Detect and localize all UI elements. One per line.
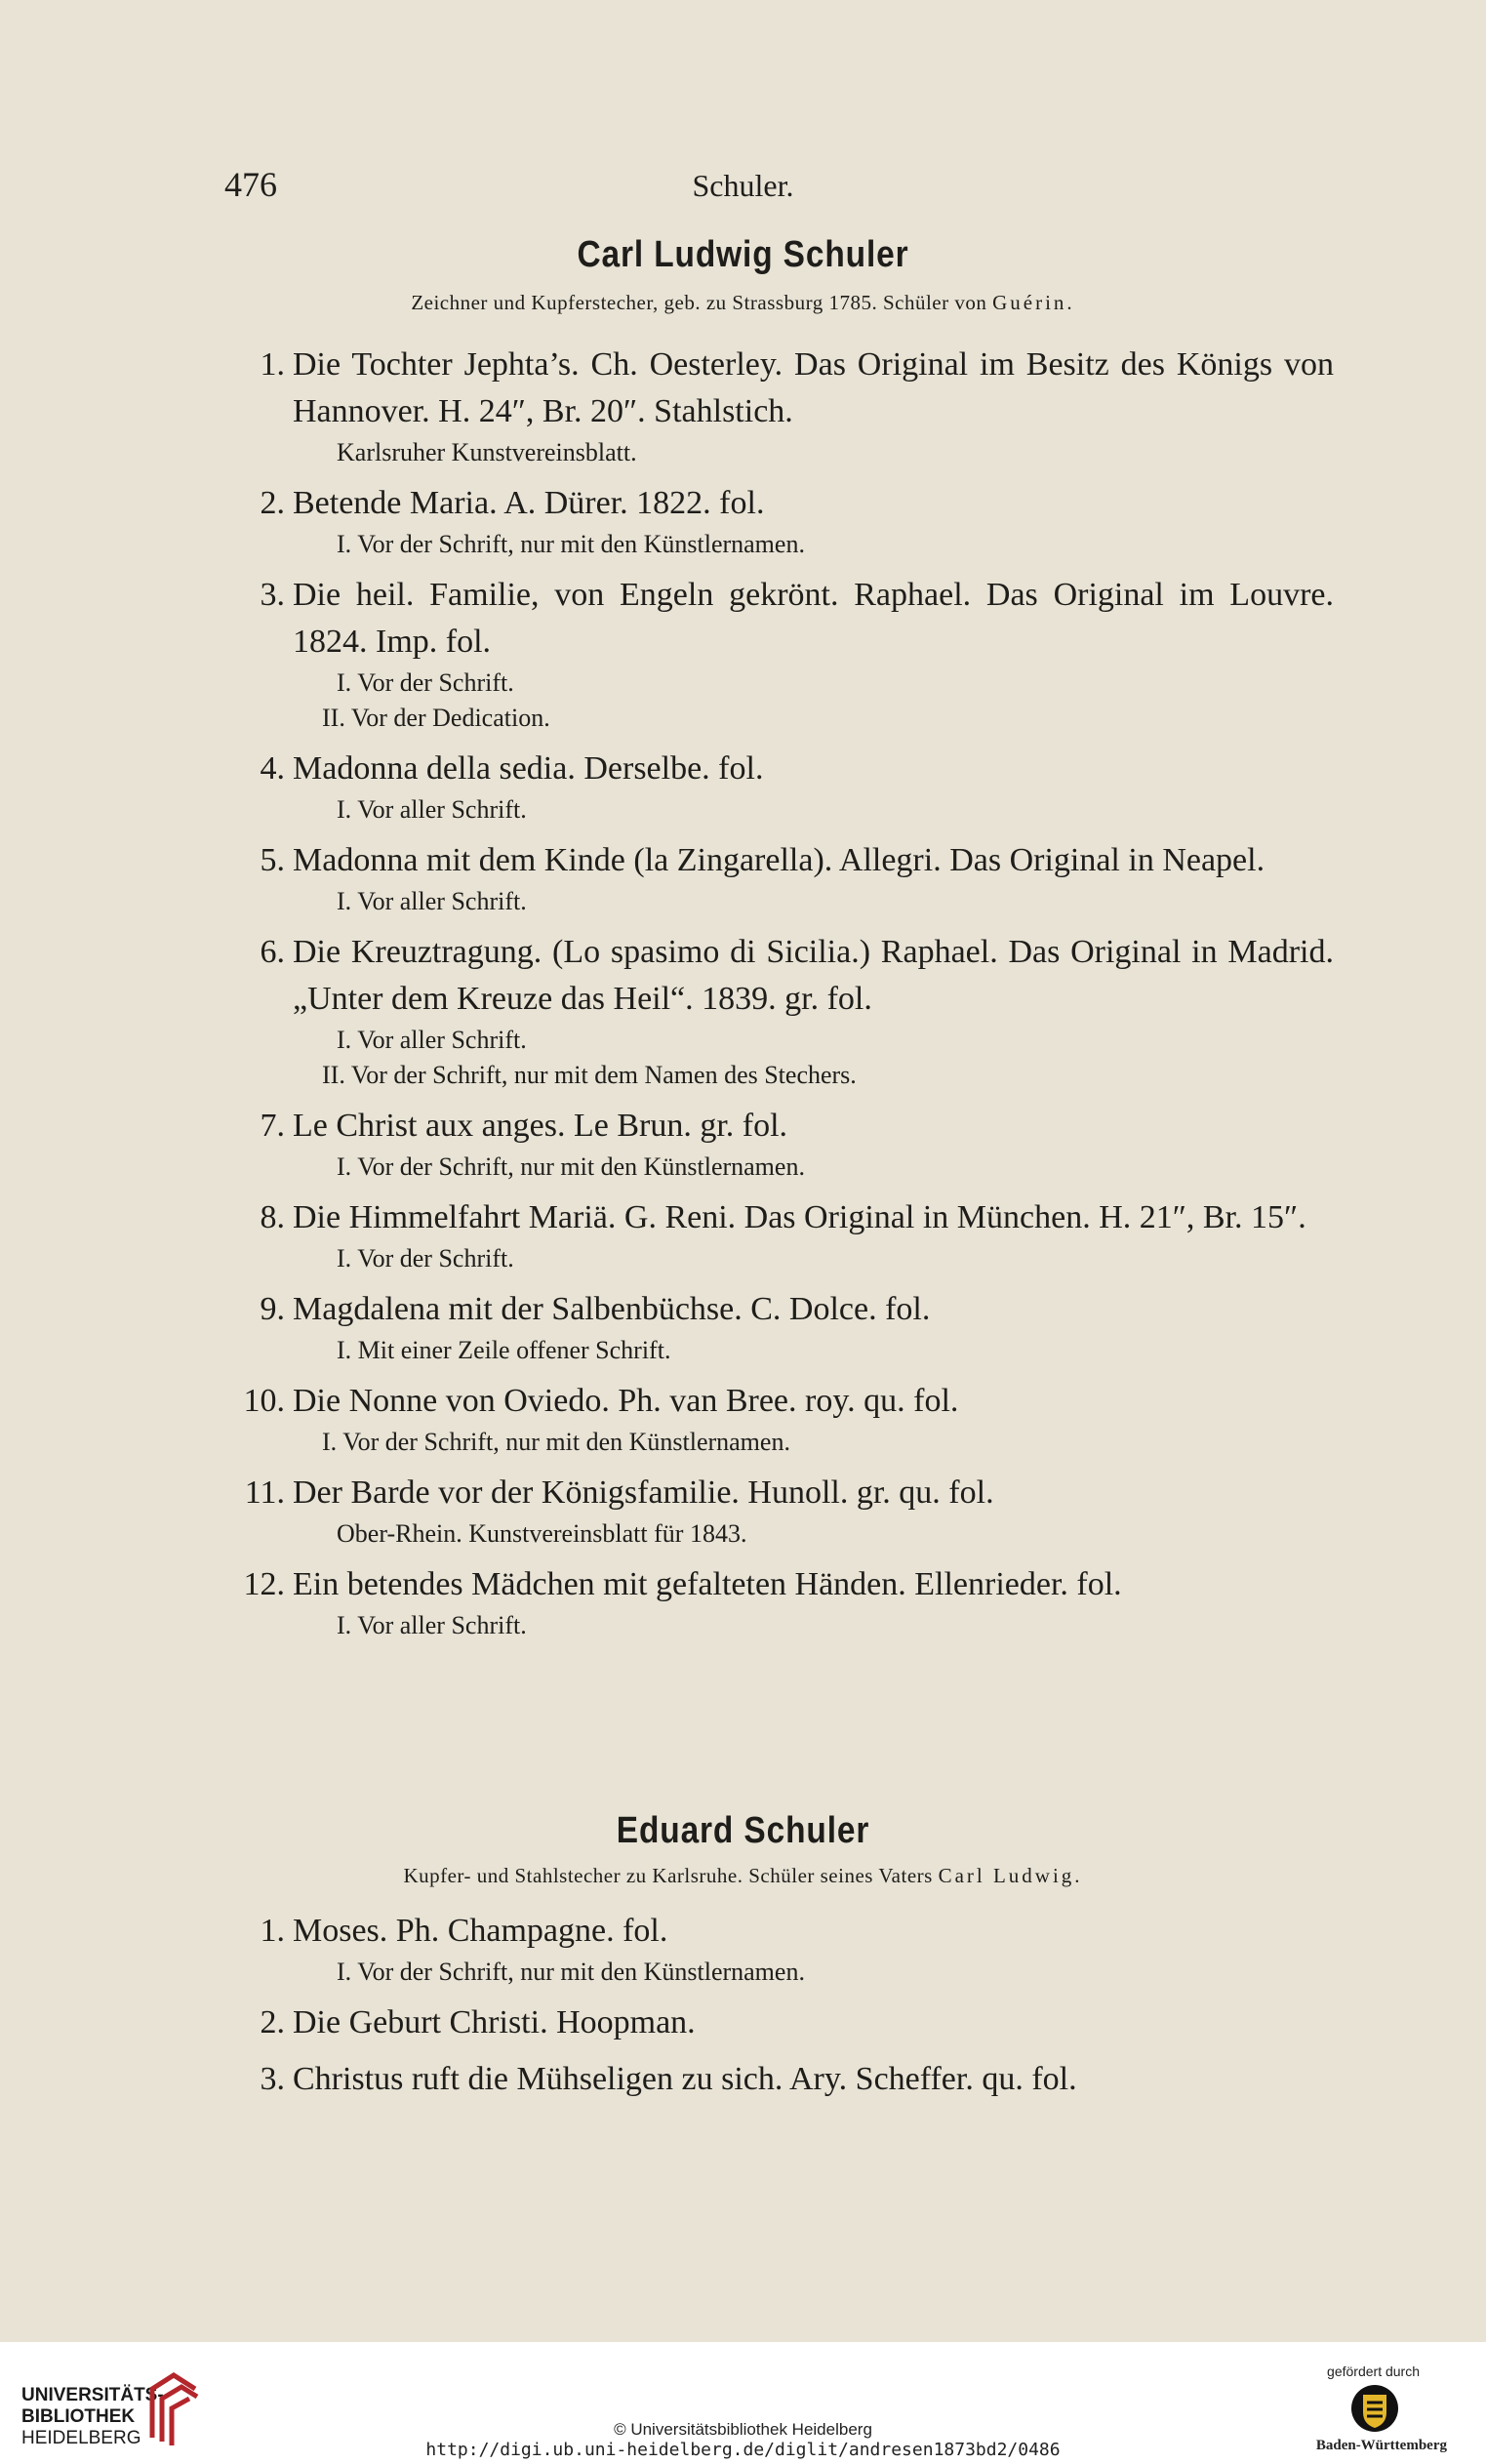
entry-number: 4.: [260, 750, 285, 787]
entry-note: I. Vor der Schrift.: [337, 668, 514, 697]
entry-text: Magdalena mit der Salbenbüchse. C. Dolce. fol.: [293, 1291, 931, 1327]
baden-wuerttemberg-crest-icon: [1349, 2383, 1400, 2434]
teacher-name: Carl Ludwig.: [938, 1864, 1083, 1887]
entry-text: Le Christ aux anges. Le Brun. gr. fol.: [293, 1108, 788, 1144]
catalogue-entry: [0, 1470, 1486, 1552]
catalogue-entry: [0, 929, 1486, 1093]
catalogue-entry: [0, 837, 1486, 919]
catalogue-entry: [0, 1999, 1486, 2046]
page-number: 476: [224, 165, 277, 204]
entry-note: I. Vor aller Schrift.: [337, 795, 527, 824]
catalogue-entry: [0, 1103, 1486, 1185]
entry-note: I. Vor aller Schrift.: [337, 1026, 527, 1054]
footer-bar: [0, 2342, 1486, 2464]
entry-text: Die heil. Familie, von Engeln gekrönt. Raphael. Das Original im Louvre. 1824. Imp. fol.: [293, 577, 1334, 660]
entry-text: Ein betendes Mädchen mit gefalteten Händen. Ellenrieder. fol.: [293, 1566, 1122, 1602]
entry-number: 2.: [260, 485, 285, 521]
entry-note: I. Vor der Schrift, nur mit den Künstlernamen.: [337, 530, 805, 558]
artist-heading: Eduard Schuler: [616, 1810, 870, 1851]
entry-number: 3.: [260, 577, 285, 613]
page-header: [0, 164, 1486, 213]
catalogue-entry: [0, 2056, 1486, 2103]
entry-note: I. Vor aller Schrift.: [337, 1611, 527, 1639]
entry-text: Die Geburt Christi. Hoopman.: [293, 2004, 696, 2040]
catalogue-entry: [0, 1378, 1486, 1460]
entry-text: Der Barde vor der Königsfamilie. Hunoll. gr. qu. fol.: [293, 1474, 994, 1511]
entry-number: 8.: [260, 1199, 285, 1235]
entry-number: 2.: [260, 2004, 285, 2040]
entry-note: I. Vor der Schrift, nur mit den Künstlernamen.: [337, 1152, 805, 1181]
catalogue-entry: [0, 1908, 1486, 1990]
entry-note: II. Vor der Schrift, nur mit dem Namen des Stechers.: [322, 1061, 857, 1089]
artist-heading: Carl Ludwig Schuler: [577, 234, 909, 275]
catalogue-entry: [0, 746, 1486, 828]
entry-number: 12.: [243, 1566, 285, 1602]
sponsor-label: gefördert durch: [1327, 2363, 1420, 2379]
artist-subtitle: [0, 291, 1486, 315]
entry-text: Die Tochter Jephta’s. Ch. Oesterley. Das Original im Besitz des Königs von Hannover. H. 24″, Br. 20″. Stahlstich.: [293, 346, 1334, 429]
artist-subtitle: [0, 1864, 1486, 1888]
entry-number: 11.: [244, 1474, 285, 1511]
catalogue-list: [0, 1908, 1486, 2113]
artist-subtitle-text: Zeichner und Kupferstecher, geb. zu Strassburg 1785. Schüler von: [411, 291, 993, 314]
entry-text: Betende Maria. A. Dürer. 1822. fol.: [293, 485, 765, 521]
catalogue-entry: [0, 1561, 1486, 1643]
copyright-notice: © Universitätsbibliothek Heidelberg: [614, 2420, 872, 2439]
entry-number: 7.: [260, 1108, 285, 1144]
logo-line: HEIDELBERG: [21, 2428, 141, 2448]
entry-note: I. Vor der Schrift, nur mit den Künstlernamen.: [322, 1428, 790, 1456]
entry-note: II. Vor der Dedication.: [322, 704, 550, 732]
artist-subtitle-text: Kupfer- und Stahlstecher zu Karlsruhe. Schüler seines Vaters: [403, 1864, 939, 1887]
entry-note: Karlsruher Kunstvereinsblatt.: [337, 438, 637, 466]
entry-text: Madonna mit dem Kinde (la Zingarella). Allegri. Das Original in Neapel.: [293, 842, 1265, 878]
entry-number: 9.: [260, 1291, 285, 1327]
entry-number: 1.: [260, 346, 285, 383]
entry-text: Moses. Ph. Champagne. fol.: [293, 1913, 668, 1949]
teacher-name: Guérin.: [992, 291, 1075, 314]
entry-number: 1.: [260, 1913, 285, 1949]
catalogue-entry: [0, 342, 1486, 470]
entry-text: Die Himmelfahrt Mariä. G. Reni. Das Original in München. H. 21″, Br. 15″.: [293, 1199, 1306, 1235]
entry-number: 10.: [243, 1383, 285, 1419]
catalogue-entry: [0, 572, 1486, 736]
logo-line: UNIVERSITÄTS-: [21, 2385, 164, 2405]
catalogue-entry: [0, 1194, 1486, 1276]
logo-line: BIBLIOTHEK: [21, 2406, 136, 2427]
entry-note: I. Mit einer Zeile offener Schrift.: [337, 1336, 671, 1364]
entry-text: Madonna della sedia. Derselbe. fol.: [293, 750, 764, 787]
entry-note: I. Vor der Schrift, nur mit den Künstlernamen.: [337, 1958, 805, 1986]
entry-note: I. Vor der Schrift.: [337, 1244, 514, 1272]
entry-note: I. Vor aller Schrift.: [337, 887, 527, 915]
sponsor-name: Baden-Württemberg: [1315, 2438, 1447, 2453]
entry-text: Die Nonne von Oviedo. Ph. van Bree. roy. qu. fol.: [293, 1383, 959, 1419]
entry-number: 3.: [260, 2061, 285, 2097]
entry-note: Ober-Rhein. Kunstvereinsblatt für 1843.: [337, 1519, 747, 1548]
running-title: Schuler.: [692, 168, 794, 203]
permalink-url[interactable]: http://digi.ub.uni-heidelberg.de/diglit/andresen1873bd2/0486: [425, 2440, 1061, 2460]
entry-text: Die Kreuztragung. (Lo spasimo di Sicilia.) Raphael. Das Original in Madrid. „Unter dem Kreuze das Heil“. 1839. gr. fol.: [293, 934, 1334, 1017]
entry-number: 6.: [260, 934, 285, 970]
entry-number: 5.: [260, 842, 285, 878]
catalogue-entry: [0, 1286, 1486, 1368]
catalogue-list: [0, 342, 1486, 1653]
catalogue-entry: [0, 480, 1486, 562]
entry-text: Christus ruft die Mühseligen zu sich. Ary. Scheffer. qu. fol.: [293, 2061, 1077, 2097]
